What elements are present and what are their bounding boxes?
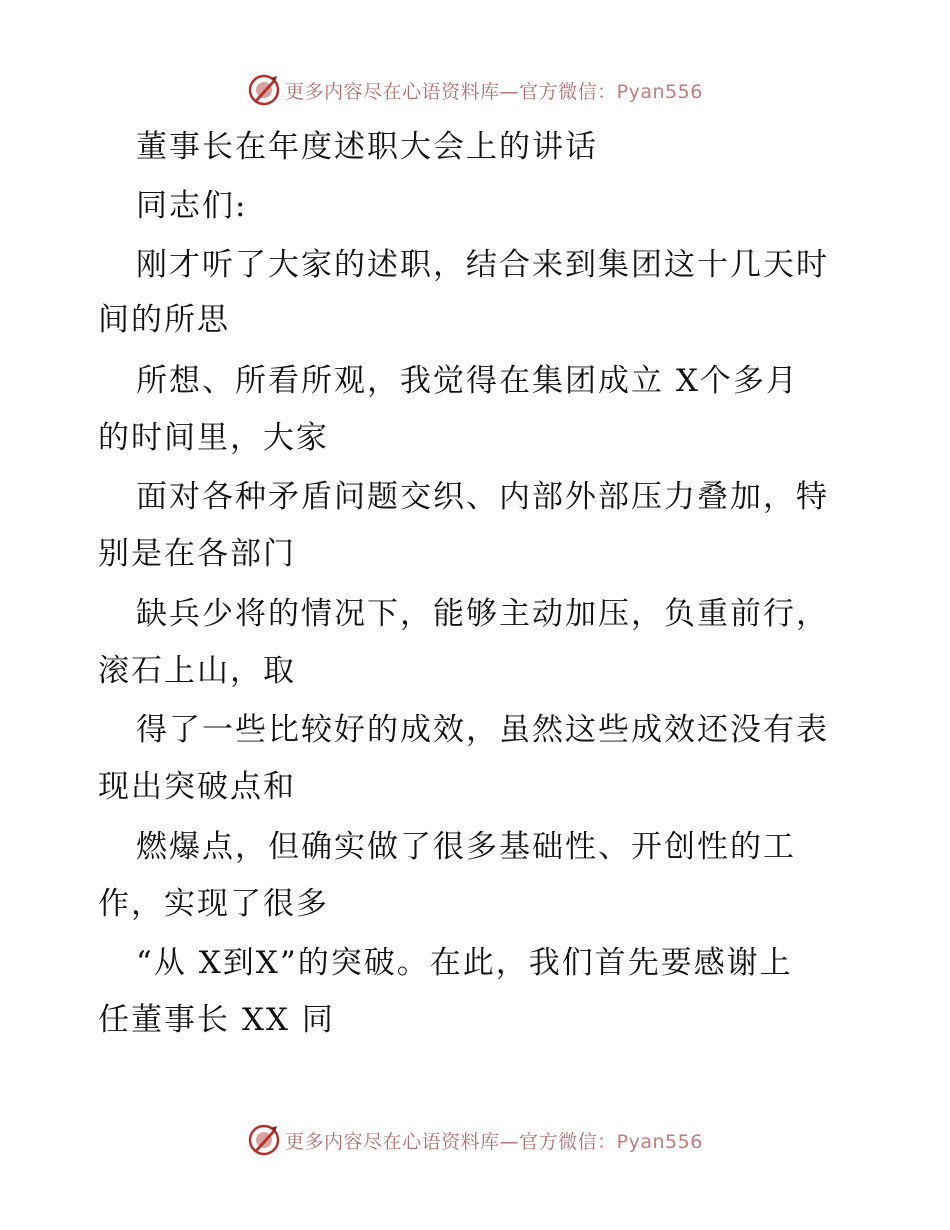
- banner-handle: Pyan556: [616, 80, 703, 103]
- banner-handle: Pyan556: [616, 1130, 703, 1153]
- text-line: 滚石上山，取: [98, 653, 296, 689]
- banner-caption: 更多内容尽在心语资料库—官方微信：: [285, 80, 617, 103]
- text-line: 缺兵少将的情况下，能够主动加压，负重前行，: [136, 596, 829, 632]
- text-line: 的时间里，大家: [98, 420, 329, 456]
- text-line: 刚才听了大家的述职，结合来到集团这十几天时: [136, 247, 829, 283]
- banner-text: [285, 1127, 703, 1154]
- text-line: 所想、所看所观，我觉得在集团成立 X个多月: [136, 363, 799, 399]
- text-line: 任董事长 XX 同: [98, 1002, 335, 1038]
- text-line: 燃爆点，但确实做了很多基础性、开创性的工: [136, 829, 796, 865]
- footer-banner: [0, 1120, 950, 1160]
- text-line: 现出突破点和: [98, 769, 296, 805]
- document-title: 董事长在年度述职大会上的讲话: [136, 129, 598, 165]
- salutation: 同志们:: [136, 188, 248, 224]
- text-line: 作，实现了很多: [98, 886, 329, 922]
- text-line: 面对各种矛盾问题交织、内部外部压力叠加，特: [136, 479, 829, 515]
- text-line: 别是在各部门: [98, 536, 296, 572]
- quill-pen-logo-icon: [247, 1123, 281, 1157]
- text-line: 间的所思: [98, 302, 230, 338]
- text-line: 得了一些比较好的成效，虽然这些成效还没有表: [136, 712, 829, 748]
- text-line: “从 X到X”的突破。在此，我们首先要感谢上: [136, 945, 793, 981]
- banner-caption: 更多内容尽在心语资料库—官方微信：: [285, 1130, 617, 1153]
